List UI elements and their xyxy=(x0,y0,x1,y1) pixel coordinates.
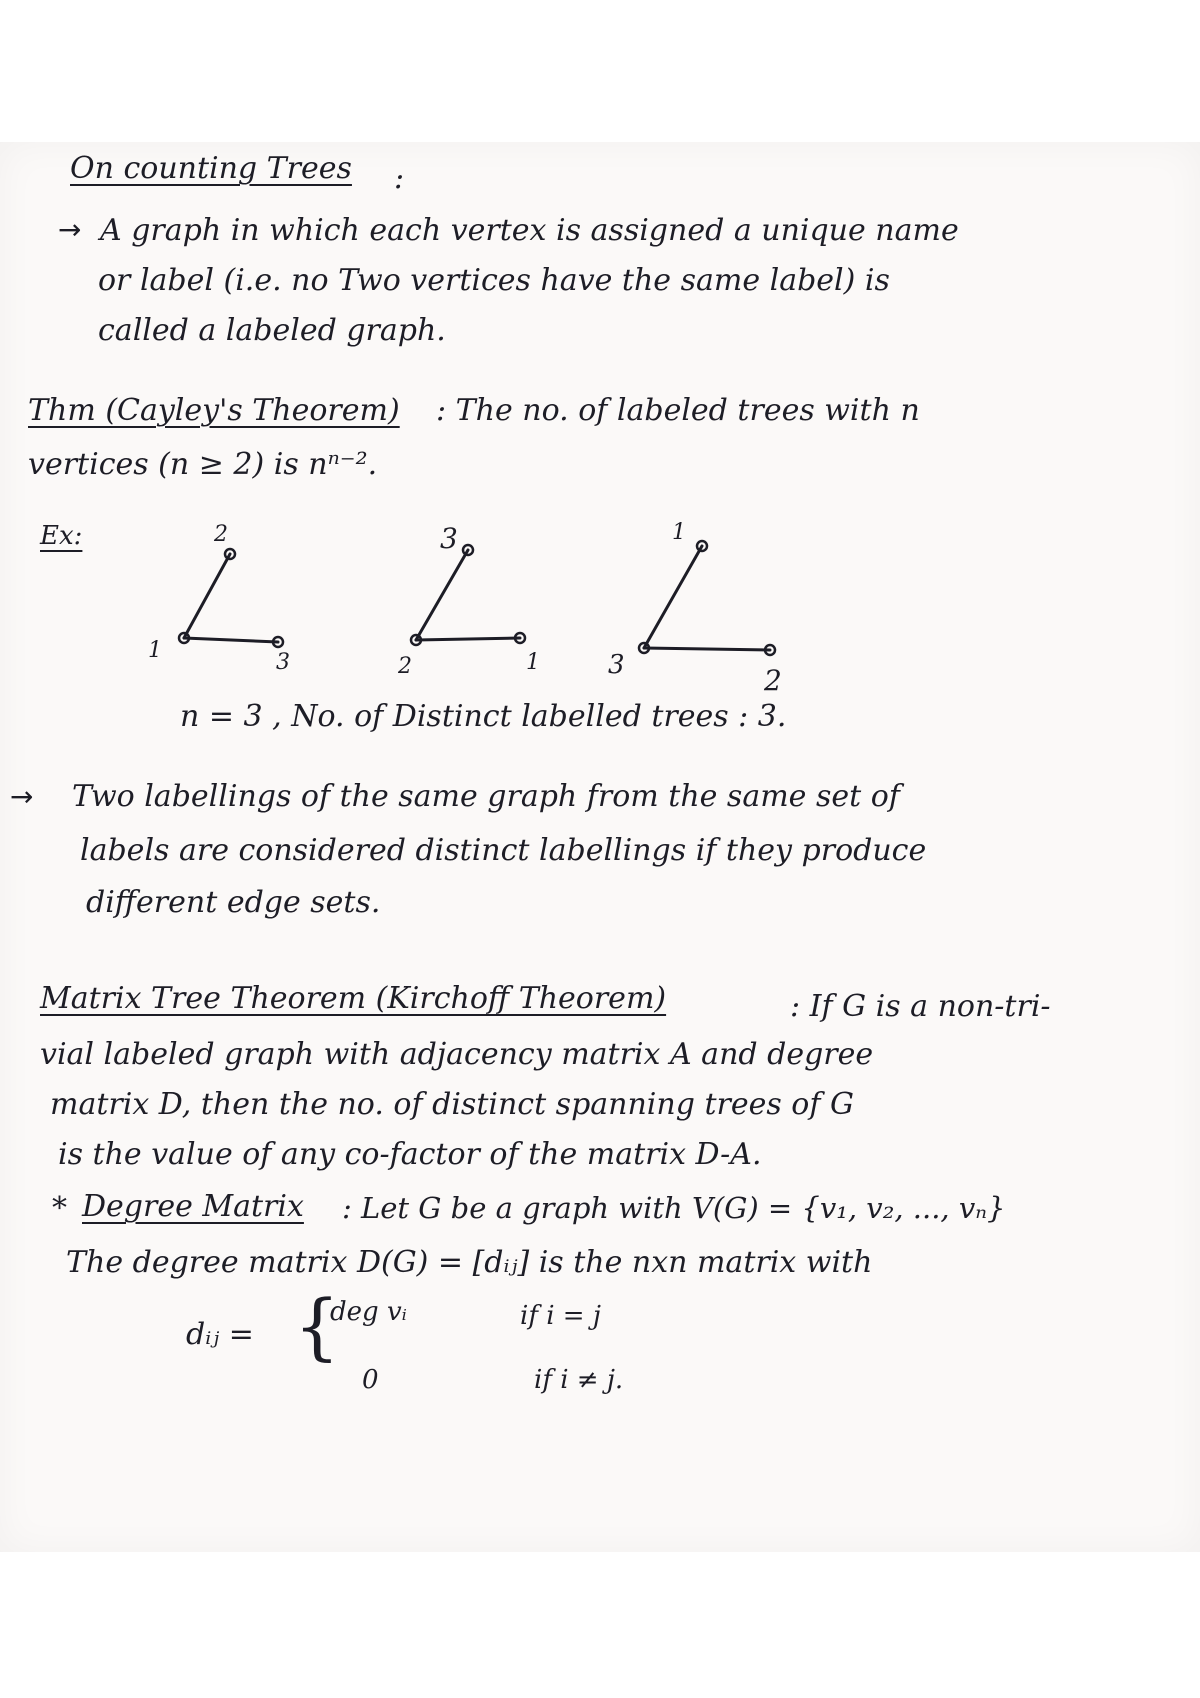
case-2-condition: if i ≠ j. xyxy=(534,1365,624,1395)
page-heading: On counting Trees xyxy=(70,151,352,186)
tree-1-label-right: 3 xyxy=(276,650,290,675)
mtt-line-1: : If G is a non-tri- xyxy=(790,989,1051,1024)
theorem-text: : The no. of labeled trees with n xyxy=(436,393,920,428)
degree-definition-lhs: dᵢⱼ = xyxy=(186,1317,254,1352)
case-1-value: deg vᵢ xyxy=(330,1297,407,1327)
tree-3-label-top: 1 xyxy=(672,520,686,545)
left-brace: { xyxy=(294,1284,340,1368)
matrix-tree-theorem-label: Matrix Tree Theorem (Kirchoff Theorem) xyxy=(40,981,667,1016)
definition-line-2: or label (i.e. no Two vertices have the same label) is xyxy=(98,263,890,298)
tree-2-label-right: 1 xyxy=(526,650,540,675)
tree-1-label-top: 2 xyxy=(214,522,228,547)
example-result: n = 3 , No. of Distinct labelled trees : 3. xyxy=(180,699,787,734)
tree-2 xyxy=(390,520,570,670)
theorem-label: Thm (Cayley's Theorem) xyxy=(28,393,400,428)
tree-1-edge-b xyxy=(184,638,278,642)
example-label: Ex: xyxy=(40,521,83,551)
heading-colon: : xyxy=(394,161,405,196)
star-bullet: * xyxy=(52,1191,67,1226)
definition-line-1: A graph in which each vertex is assigned a unique name xyxy=(100,213,959,248)
tree-1-label-left: 1 xyxy=(148,638,162,663)
tree-2-label-left: 2 xyxy=(398,654,412,679)
tree-2-edge-b xyxy=(416,638,520,640)
tree-1-edge-a xyxy=(184,554,230,638)
tree-2-edge-a xyxy=(416,550,468,640)
degree-line-2: The degree matrix D(G) = [dᵢⱼ] is the nxn matrix with xyxy=(66,1245,873,1280)
note-line-1: Two labellings of the same graph from the same set of xyxy=(72,779,900,814)
degree-matrix-label: Degree Matrix xyxy=(82,1189,304,1224)
tree-1 xyxy=(150,520,330,670)
arrow-icon: → xyxy=(58,213,82,246)
arrow-icon: → xyxy=(10,780,34,813)
tree-3-edge-b xyxy=(644,648,770,650)
mtt-line-3: matrix D, then the no. of distinct spanning trees of G xyxy=(50,1087,854,1122)
note-line-2: labels are considered distinct labellings if they produce xyxy=(80,833,927,868)
mtt-line-2: vial labeled graph with adjacency matrix A and degree xyxy=(40,1037,874,1072)
degree-line-1: : Let G be a graph with V(G) = {v₁, v₂, ..., vₙ} xyxy=(342,1191,1006,1225)
tree-3 xyxy=(620,520,800,670)
tree-2-label-top: 3 xyxy=(440,522,458,555)
case-2-value: 0 xyxy=(362,1365,379,1395)
note-line-3: different edge sets. xyxy=(86,885,381,920)
definition-line-3: called a labeled graph. xyxy=(98,313,446,348)
tree-3-label-left: 3 xyxy=(608,650,625,680)
case-1-condition: if i = j xyxy=(520,1301,601,1331)
theorem-line-2: vertices (n ≥ 2) is nⁿ⁻². xyxy=(28,447,378,482)
mtt-line-4: is the value of any co-factor of the matrix D-A. xyxy=(58,1137,762,1172)
tree-3-label-right: 2 xyxy=(764,664,782,697)
tree-3-edge-a xyxy=(644,546,702,648)
